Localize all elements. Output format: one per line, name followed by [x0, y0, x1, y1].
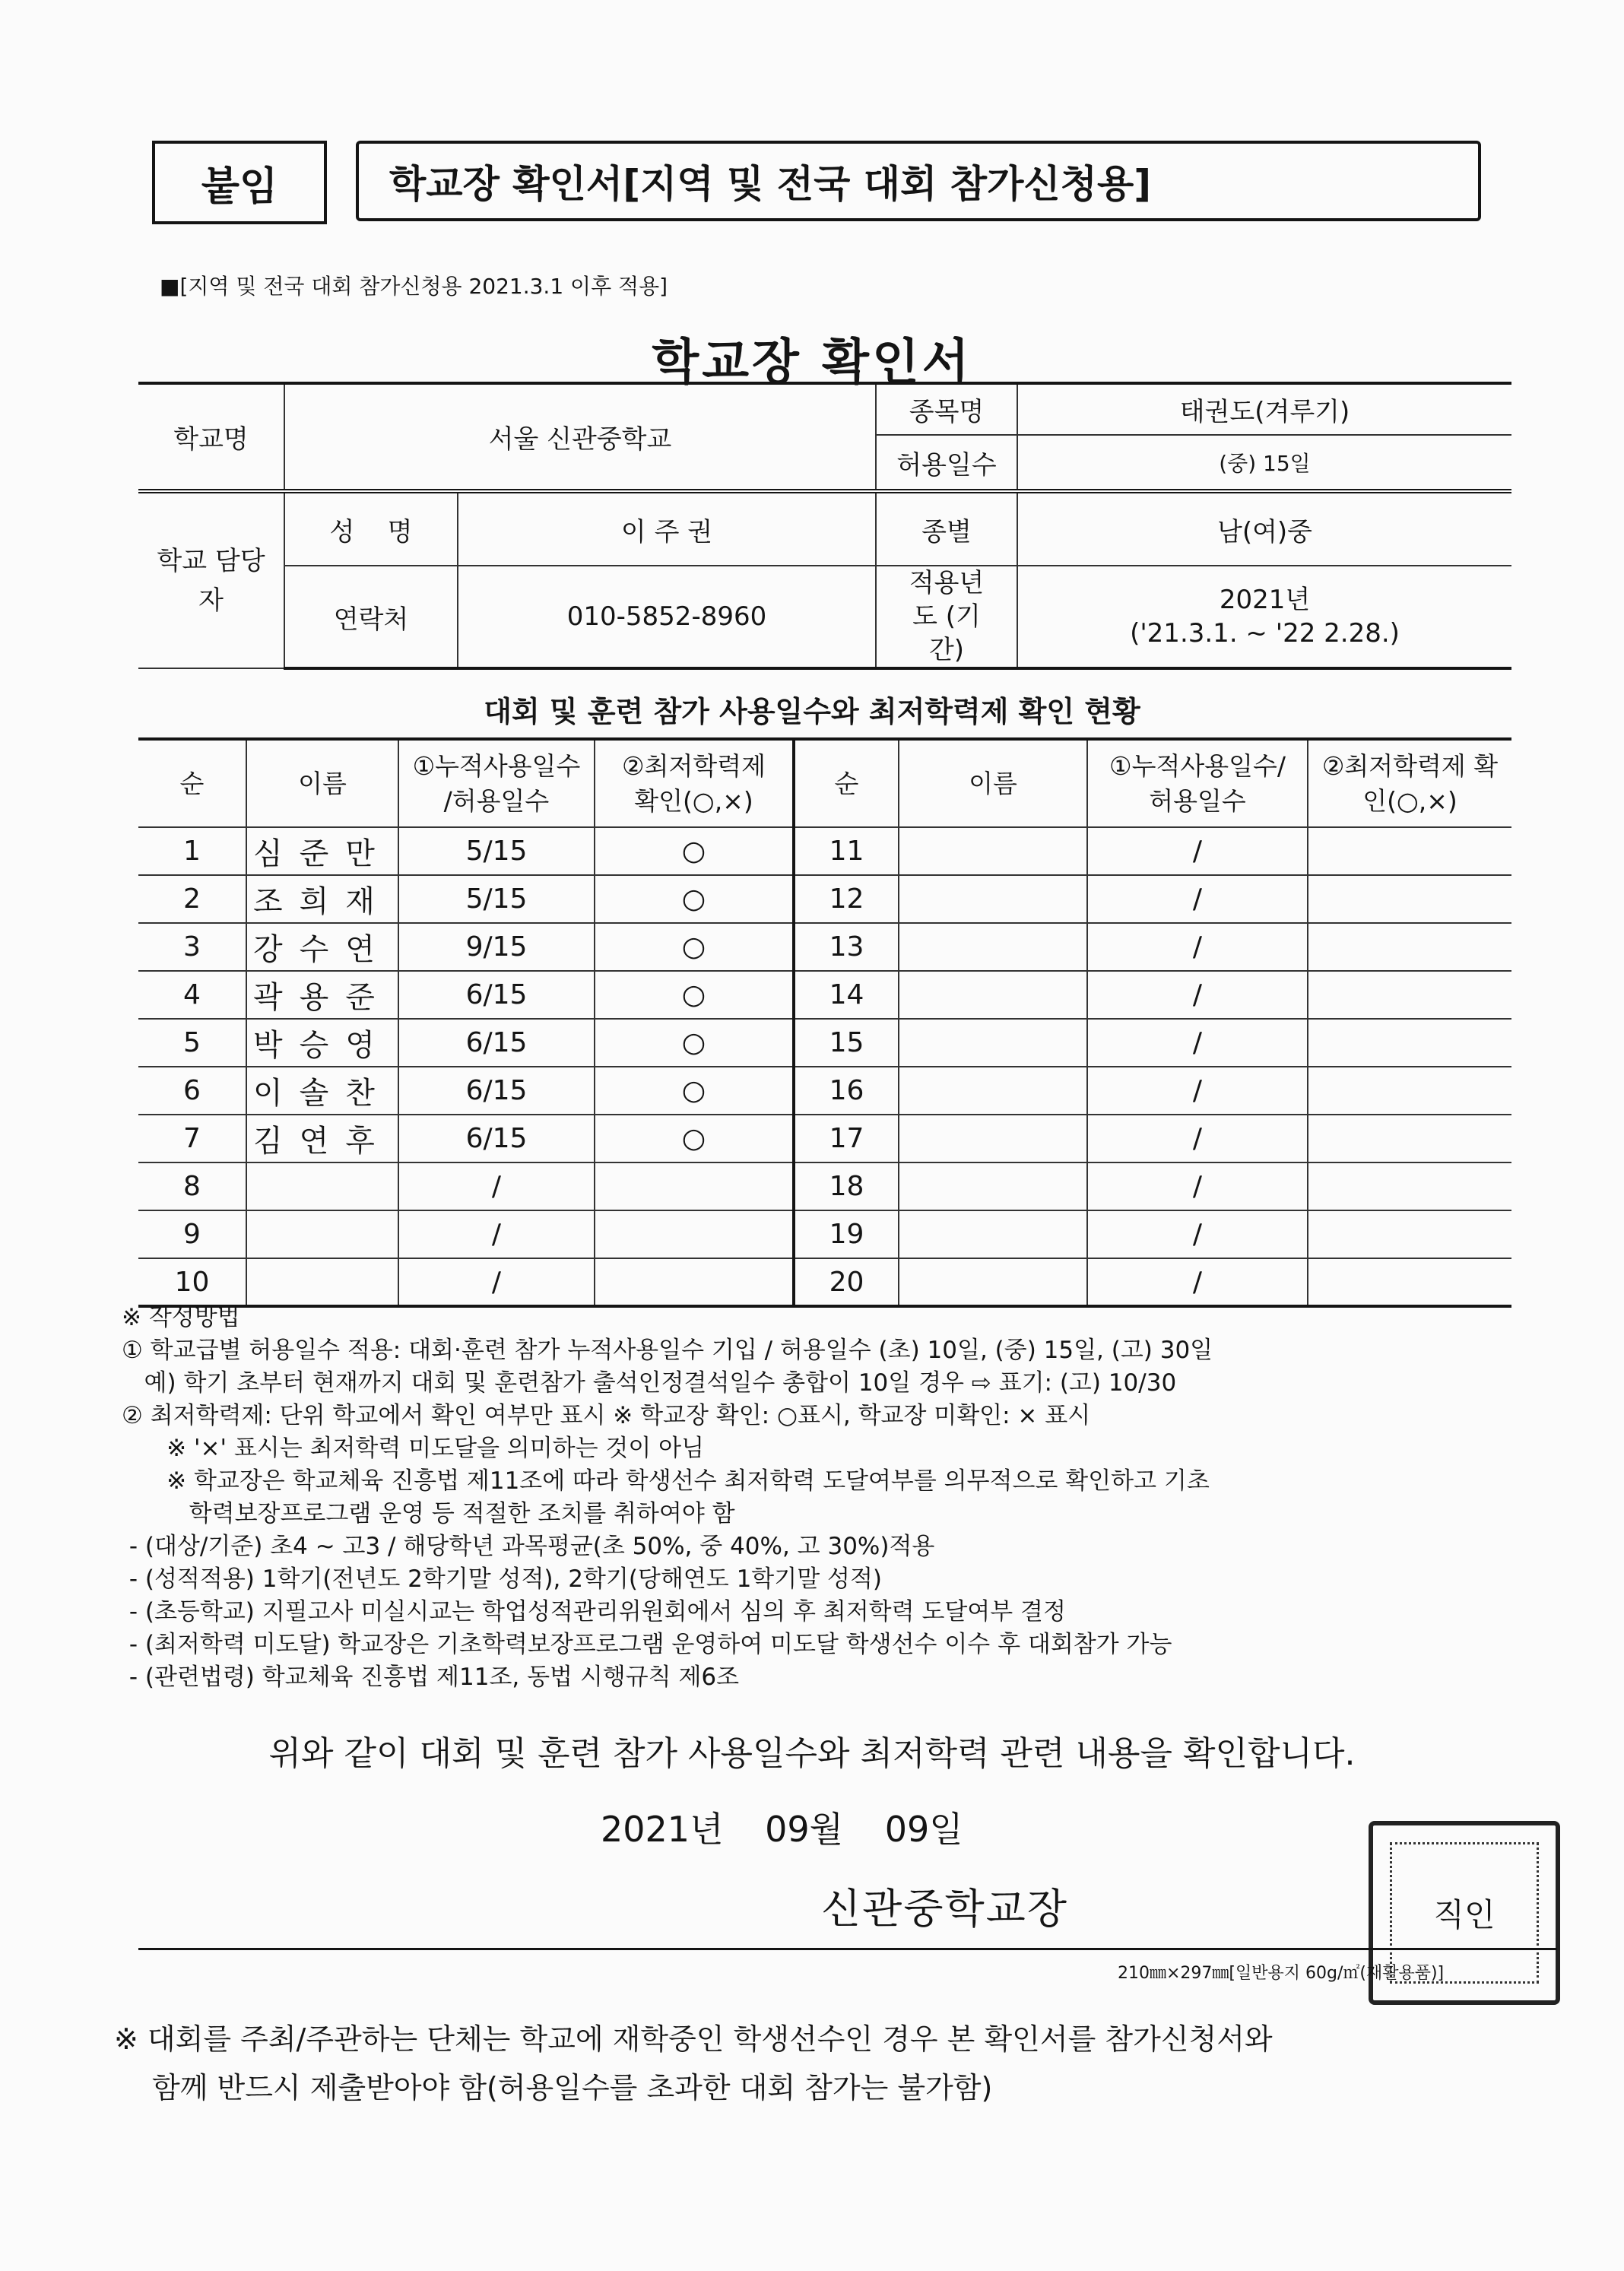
row-days: 5/15 [398, 875, 595, 923]
row-no: 7 [138, 1115, 246, 1162]
year-period: ('21.3.1. ~ '22 2.28.) [1130, 618, 1400, 649]
note-line: - (관련법령) 학교체육 진흥법 제11조, 동법 시행규칙 제6조 [122, 1664, 740, 1691]
row-check-right [1308, 827, 1511, 875]
row-days-right: / [1087, 971, 1308, 1019]
row-days: 6/15 [398, 1115, 595, 1162]
row-no: 4 [138, 971, 246, 1019]
table-row [138, 923, 1511, 971]
usage-table [138, 737, 1511, 1308]
phone-value: 010-5852-8960 [458, 566, 876, 668]
seal-text: 직인 [1390, 1842, 1539, 1984]
school-label: 학교명 [138, 383, 284, 491]
row-days-right: / [1087, 1162, 1308, 1210]
row-no-right: 16 [794, 1067, 899, 1115]
row-no: 5 [138, 1019, 246, 1067]
row-check: ○ [595, 875, 794, 923]
table-row [138, 1067, 1511, 1115]
row-check: ○ [595, 971, 794, 1019]
row-no-right: 13 [794, 923, 899, 971]
row-days-right: / [1087, 875, 1308, 923]
date-year: 2021년 [601, 1809, 724, 1850]
row-name-right [899, 1019, 1087, 1067]
row-no-right: 19 [794, 1210, 899, 1258]
row-days-right: / [1087, 1258, 1308, 1306]
row-check: ○ [595, 1019, 794, 1067]
row-check-right [1308, 1019, 1511, 1067]
row-no: 6 [138, 1067, 246, 1115]
phone-label: 연락처 [284, 566, 458, 668]
row-days-right: / [1087, 1115, 1308, 1162]
header-days-right: ①누적사용일수/ 허용일수 [1087, 739, 1308, 827]
row-days: 5/15 [398, 827, 595, 875]
header-no-right: 순 [794, 739, 899, 827]
note-line: 예) 학기 초부터 현재까지 대회 및 훈련참가 출석인정결석일수 총합이 10일 경우 ⇨ 표기: (고) 10/30 [122, 1369, 1177, 1397]
header-check: ②최저학력제 확인(○,×) [595, 739, 794, 827]
row-no-right: 15 [794, 1019, 899, 1067]
bottom-note-line1: ※ 대회를 주최/주관하는 단체는 학교에 재학중인 학생선수인 경우 본 확인서를 참가신청서와 [114, 2022, 1273, 2056]
row-days: / [398, 1258, 595, 1306]
confirmation-text: 위와 같이 대회 및 훈련 참가 사용일수와 최저학력 관련 내용을 확인합니다. [268, 1734, 1356, 1773]
row-name: 강수연 [246, 923, 398, 971]
row-days-right: / [1087, 827, 1308, 875]
bottom-note [114, 2015, 1273, 2112]
info-table [138, 382, 1511, 670]
row-check-right [1308, 1162, 1511, 1210]
table-row [138, 1258, 1511, 1306]
row-no-right: 17 [794, 1115, 899, 1162]
row-days: / [398, 1210, 595, 1258]
row-no: 9 [138, 1210, 246, 1258]
row-no-right: 18 [794, 1162, 899, 1210]
row-days-right: / [1087, 923, 1308, 971]
bottom-note-line2: 함께 반드시 제출받아야 함(허용일수를 초과한 대회 참가는 불가함) [152, 2071, 993, 2104]
row-no: 10 [138, 1258, 246, 1306]
row-days: 6/15 [398, 1019, 595, 1067]
note-line: ※ '×' 표시는 최저학력 미도달을 의미하는 것이 아님 [122, 1435, 705, 1462]
row-check-right [1308, 923, 1511, 971]
header-name: 이름 [246, 739, 398, 827]
row-name-right [899, 1258, 1087, 1306]
header-name-right: 이름 [899, 739, 1087, 827]
row-no-right: 20 [794, 1258, 899, 1306]
header-check-right: ②최저학력제 확인(○,×) [1308, 739, 1511, 827]
row-check-right [1308, 1067, 1511, 1115]
row-name-right [899, 1162, 1087, 1210]
row-name [246, 1258, 398, 1306]
year-value: 2021년 [1219, 585, 1311, 615]
row-days: 6/15 [398, 971, 595, 1019]
row-check-right [1308, 875, 1511, 923]
row-name-right [899, 875, 1087, 923]
apply-note: ■[지역 및 전국 대회 참가신청용 2021.3.1 이후 적용] [160, 274, 668, 299]
attachment-label: 붙임 [152, 141, 327, 224]
row-no: 1 [138, 827, 246, 875]
table-row [138, 1210, 1511, 1258]
divider [138, 1948, 1557, 1950]
row-name-right [899, 827, 1087, 875]
table-row [138, 827, 1511, 875]
row-days-right: / [1087, 1210, 1308, 1258]
notes [122, 1302, 1551, 1694]
row-no-right: 14 [794, 971, 899, 1019]
year-label: 적용년도 (기간) [876, 566, 1017, 668]
note-line: ※ 학교장은 학교체육 진흥법 제11조에 따라 학생선수 최저학력 도달여부를 의무적으로 확인하고 기초 [122, 1467, 1210, 1495]
table-row [138, 1115, 1511, 1162]
note-line: ① 학교급별 허용일수 적용: 대회·훈련 참가 누적사용일수 기입 / 허용일수 (초) 10일, (중) 15일, (고) 30일 [122, 1337, 1213, 1364]
status-title: 대회 및 훈련 참가 사용일수와 최저학력제 확인 현황 [484, 695, 1140, 728]
note-line: ② 최저학력제: 단위 학교에서 확인 여부만 표시 ※ 학교장 확인: ○표시, 학교장 미확인: × 표시 [122, 1402, 1091, 1429]
row-no: 2 [138, 875, 246, 923]
date-month: 09월 [765, 1809, 844, 1850]
note-line: - (최저학력 미도달) 학교장은 기초학력보장프로그램 운영하여 미도달 학생선수 이수 후 대회참가 가능 [122, 1631, 1172, 1658]
document-heading: 학교장 확인서[지역 및 전국 대회 참가신청용] [356, 141, 1481, 221]
name-value: 이 주 권 [458, 491, 876, 566]
row-days: 9/15 [398, 923, 595, 971]
row-check-right [1308, 1258, 1511, 1306]
name-label: 성 명 [284, 491, 458, 566]
table-row [138, 971, 1511, 1019]
principal-name: 신관중학교장 [821, 1885, 1068, 1933]
header-no: 순 [138, 739, 246, 827]
table-row [138, 1162, 1511, 1210]
note-line: 학력보장프로그램 운영 등 적절한 조치를 취하여야 함 [122, 1500, 735, 1527]
row-days-right: / [1087, 1019, 1308, 1067]
row-check: ○ [595, 923, 794, 971]
row-no: 8 [138, 1162, 246, 1210]
note-line: - (성적적용) 1학기(전년도 2학기말 성적), 2학기(당해연도 1학기말 성적) [122, 1565, 882, 1593]
row-days: 6/15 [398, 1067, 595, 1115]
event-label: 종목명 [876, 383, 1017, 435]
allowed-days-label: 허용일수 [876, 435, 1017, 491]
page-title: 학교장 확인서 [652, 335, 972, 391]
row-name-right [899, 1115, 1087, 1162]
row-name-right [899, 1210, 1087, 1258]
gender-value: 남(여)중 [1017, 491, 1511, 566]
contact-person-label: 학교 담당자 [138, 491, 284, 668]
row-name: 심준만 [246, 827, 398, 875]
row-name: 곽용준 [246, 971, 398, 1019]
row-name: 조희재 [246, 875, 398, 923]
row-name: 김연후 [246, 1115, 398, 1162]
row-check [595, 1162, 794, 1210]
table-row [138, 1019, 1511, 1067]
note-line: ※ 작성방법 [122, 1304, 240, 1331]
note-line: - (초등학교) 지필고사 미실시교는 학업성적관리위원회에서 심의 후 최저학력 도달여부 결정 [122, 1598, 1066, 1626]
row-no-right: 11 [794, 827, 899, 875]
row-days: / [398, 1162, 595, 1210]
row-check [595, 1258, 794, 1306]
row-check-right [1308, 1115, 1511, 1162]
header-days: ①누적사용일수 /허용일수 [398, 739, 595, 827]
row-check-right [1308, 971, 1511, 1019]
row-name-right [899, 923, 1087, 971]
signature-date [601, 1802, 963, 1852]
row-name-right [899, 1067, 1087, 1115]
row-check: ○ [595, 1067, 794, 1115]
row-name: 박승영 [246, 1019, 398, 1067]
row-name [246, 1162, 398, 1210]
row-no: 3 [138, 923, 246, 971]
school-value: 서울 신관중학교 [284, 383, 876, 491]
row-check [595, 1210, 794, 1258]
allowed-days-value: (중) 15일 [1017, 435, 1511, 491]
row-name-right [899, 971, 1087, 1019]
row-check: ○ [595, 827, 794, 875]
paper-spec: 210㎜×297㎜[일반용지 60g/㎡(재활용품)] [1118, 1964, 1445, 1983]
row-check: ○ [595, 1115, 794, 1162]
row-check-right [1308, 1210, 1511, 1258]
gender-label: 종별 [876, 491, 1017, 566]
row-name [246, 1210, 398, 1258]
event-value: 태권도(겨루기) [1017, 383, 1511, 435]
date-day: 09일 [884, 1809, 963, 1850]
table-row [138, 875, 1511, 923]
row-no-right: 12 [794, 875, 899, 923]
note-line: - (대상/기준) 초4 ~ 고3 / 해당학년 과목평균(초 50%, 중 40%, 고 30%)적용 [122, 1533, 935, 1560]
row-name: 이솔찬 [246, 1067, 398, 1115]
row-days-right: / [1087, 1067, 1308, 1115]
